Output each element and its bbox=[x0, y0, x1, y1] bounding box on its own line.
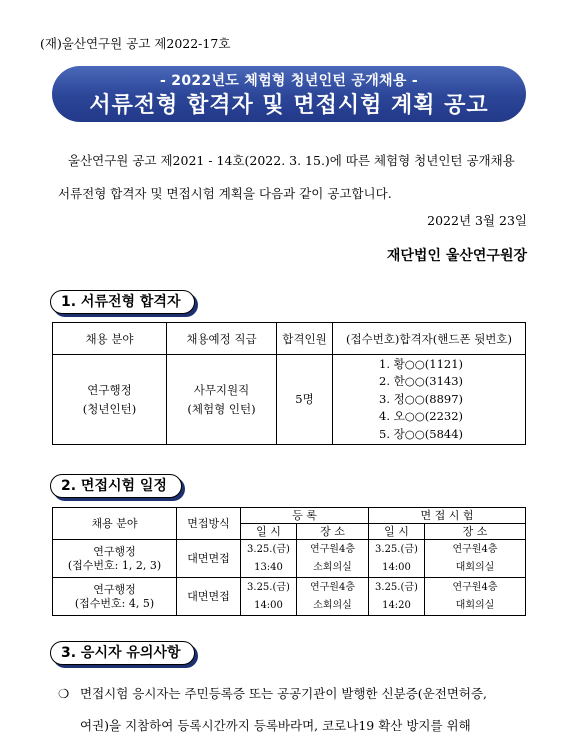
interview-schedule-table bbox=[52, 507, 526, 616]
int-place-cell bbox=[425, 578, 526, 616]
header-interview: 면 접 시 험 bbox=[369, 508, 526, 524]
field-line-2: (접수번호: 4, 5) bbox=[74, 596, 155, 610]
reg-date: 3.25.(금) bbox=[247, 543, 290, 555]
header-grade: 채용예정 직급 bbox=[167, 323, 277, 355]
notice-date: 2022년 3월 23일 bbox=[427, 213, 527, 228]
header-field: 채용 분야 bbox=[53, 323, 167, 355]
method-cell: 대면면접 bbox=[177, 540, 241, 578]
grade-line-1: 사무지원직 bbox=[193, 382, 250, 397]
section-2-title: 2. 면접시험 일정 bbox=[50, 474, 182, 498]
table-header-row bbox=[53, 508, 526, 524]
reg-date-cell bbox=[241, 578, 297, 616]
header-reg-date: 일 시 bbox=[241, 524, 297, 540]
section-3-title: 3. 응시자 유의사항 bbox=[50, 641, 195, 665]
title-banner bbox=[52, 66, 526, 122]
int-date-cell bbox=[369, 578, 425, 616]
bullet-line-1: 면접시험 응시자는 주민등록증 또는 공공기관이 발행한 신분증(운전면허증, bbox=[80, 686, 488, 701]
method-cell: 대면면접 bbox=[177, 578, 241, 616]
table-header-row bbox=[53, 323, 526, 355]
banner-subtitle: - 2022년도 체험형 청년인턴 공개채용 - bbox=[160, 73, 418, 89]
notice-number: (재)울산연구원 공고 제2022-17호 bbox=[40, 36, 231, 51]
reg-place-1: 연구원4층 bbox=[309, 581, 355, 593]
reg-time: 14:00 bbox=[254, 599, 283, 611]
int-place-1: 연구원4층 bbox=[452, 543, 498, 555]
field-line-2: (청년인턴) bbox=[82, 401, 137, 416]
field-line-2: (접수번호: 1, 2, 3) bbox=[67, 558, 162, 572]
field-line-1: 연구행정 bbox=[87, 382, 132, 397]
header-int-place: 장 소 bbox=[425, 524, 526, 540]
reg-place-cell bbox=[297, 578, 369, 616]
intro-line-1: 울산연구원 공고 제2021 - 14호(2022. 3. 15.)에 따른 체험형 청년인턴 공개채용 bbox=[68, 153, 515, 168]
count-cell: 5명 bbox=[277, 355, 333, 445]
int-time: 14:20 bbox=[382, 599, 411, 611]
list-item: 1. 황○○(1121) bbox=[379, 356, 464, 371]
list-item: 3. 정○○(8897) bbox=[379, 391, 464, 406]
list-item: 2. 한○○(3143) bbox=[379, 374, 464, 389]
reg-date: 3.25.(금) bbox=[247, 581, 290, 593]
grade-line-2: (체험형 인턴) bbox=[187, 401, 256, 416]
reg-place-2: 소회의실 bbox=[313, 561, 352, 573]
list-item: 5. 장○○(5844) bbox=[379, 426, 464, 441]
list-item: 4. 오○○(2232) bbox=[379, 409, 464, 424]
passers-cell bbox=[333, 355, 526, 445]
reg-place-1: 연구원4층 bbox=[309, 543, 355, 555]
header-count: 합격인원 bbox=[277, 323, 333, 355]
int-date: 3.25.(금) bbox=[375, 543, 418, 555]
field-line-1: 연구행정 bbox=[93, 544, 136, 558]
int-time: 14:00 bbox=[382, 561, 411, 573]
grade-cell bbox=[167, 355, 277, 445]
field-line-1: 연구행정 bbox=[93, 582, 136, 596]
field-cell bbox=[53, 578, 177, 616]
passers-table bbox=[52, 322, 526, 445]
int-place-cell bbox=[425, 540, 526, 578]
notice-bullet bbox=[58, 678, 527, 742]
bullet-line-2: 여권)을 지참하여 등록시간까지 등록바라며, 코로나19 확산 방지를 위해 bbox=[80, 718, 471, 733]
intro-paragraph bbox=[58, 144, 527, 210]
table-row bbox=[53, 540, 526, 578]
header-registration: 등 록 bbox=[241, 508, 369, 524]
int-place-2: 대회의실 bbox=[455, 599, 495, 611]
circle-bullet-icon: ❍ bbox=[58, 686, 70, 701]
reg-place-2: 소회의실 bbox=[313, 599, 352, 611]
header-method: 면접방식 bbox=[177, 508, 241, 540]
intro-line-2: 서류전형 합격자 및 면접시험 계획을 다음과 같이 공고합니다. bbox=[58, 186, 392, 201]
issuer-org: 재단법인 울산연구원장 bbox=[386, 248, 527, 264]
int-place-2: 대회의실 bbox=[455, 561, 495, 573]
int-place-1: 연구원4층 bbox=[452, 581, 498, 593]
table-row bbox=[53, 578, 526, 616]
section-1-title: 1. 서류전형 합격자 bbox=[50, 290, 195, 314]
header-field: 채용 분야 bbox=[53, 508, 177, 540]
field-cell bbox=[53, 540, 177, 578]
int-date-cell bbox=[369, 540, 425, 578]
reg-place-cell bbox=[297, 540, 369, 578]
reg-time: 13:40 bbox=[254, 561, 283, 573]
field-cell bbox=[53, 355, 167, 445]
header-int-date: 일 시 bbox=[369, 524, 425, 540]
table-row bbox=[53, 355, 526, 445]
reg-date-cell bbox=[241, 540, 297, 578]
header-reg-place: 장 소 bbox=[297, 524, 369, 540]
header-passers: (접수번호)합격자(핸드폰 뒷번호) bbox=[333, 323, 526, 355]
int-date: 3.25.(금) bbox=[375, 581, 418, 593]
banner-title: 서류전형 합격자 및 면접시험 계획 공고 bbox=[89, 93, 489, 118]
